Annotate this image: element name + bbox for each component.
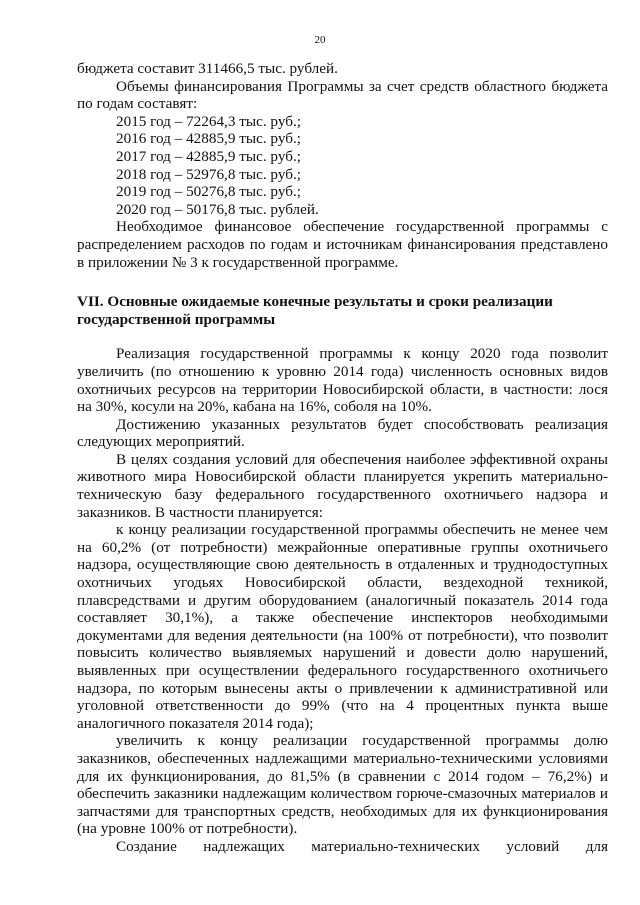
paragraph-continuation: Создание надлежащих материально-технических условий для <box>116 837 608 855</box>
paragraph-financial-support: Необходимое финансовое обеспечение государственной программы с распределением расходов по годам и источникам финансирования представлено в приложении № 3 к государственной программе. <box>77 218 608 271</box>
funding-year-item: 2016 год – 42885,9 тыс. руб.; <box>116 130 301 148</box>
section-heading-line-2: государственной программы <box>77 310 276 328</box>
paragraph-regional-funding: Объемы финансирования Программы за счет средств областного бюджета по годам составят: <box>77 77 608 113</box>
paragraph-protection-goals: В целях создания условий для обеспечения наиболее эффективной охраны животного мира Новосибирской области планируется укрепить материально-техническую базу федерального государственного охотничьего надзора и заказников. В частности планируется: <box>77 450 608 521</box>
paragraph-measures-intro: Достижению указанных результатов будет способствовать реализация следующих мероприятий. <box>77 415 608 451</box>
funding-year-item: 2018 год – 52976,8 тыс. руб.; <box>116 165 301 183</box>
paragraph-budget-total: бюджета составит 311466,5 тыс. рублей. <box>77 60 338 77</box>
paragraph-expected-results: Реализация государственной программы к концу 2020 года позволит увеличить (по отношению к уровню 2014 года) численность основных видов охотничьих ресурсов на территории Новосибирской области, в частности: лося на 30%, косули на 20%, кабана на 16%, соболя на 10%. <box>77 345 608 416</box>
section-heading-line-1: VII. Основные ожидаемые конечные результаты и сроки реализации <box>77 293 553 311</box>
paragraph-reserves: увеличить к концу реализации государственной программы долю заказников, обеспеченных надлежащими материально-техническими условиями для их функционирования, до 81,5% (в сравнении с 2014 годом – 76,2%) и обеспечить заказники надлежащим количеством горюче-смазочных материалов и запчастями для транспортных средств, необходимых для их функционирования (на уровне 100% от потребности). <box>77 732 608 838</box>
document-body <box>77 60 608 856</box>
funding-year-item: 2020 год – 50176,8 тыс. рублей. <box>116 200 319 218</box>
page-number: 20 <box>314 34 326 46</box>
funding-year-item: 2015 год – 72264,3 тыс. руб.; <box>116 112 301 130</box>
paragraph-supervision-groups: к концу реализации государственной программы обеспечить не менее чем на 60,2% (от потребности) межрайонные оперативные группы охотничьего надзора, осуществляющие свою деятельность в отдаленных и труднодоступных охотничьих угодьях Новосибирской области, вездеходной техникой, плавсредствами и другим оборудованием (аналогичный показатель 2014 года составляет 30,1%), а также обеспечение инспекторов необходимыми документами для ведения деятельности (на 100% от потребности), что позволит повысить количество выявляемых нарушений и довести долю нарушений, выявленных при осуществлении федерального государственного охотничьего надзора, по которым вынесены акты о привлечении к административной или уголовной ответственности до 99% (что на 4 процентных пункта выше аналогичного показателя 2014 года); <box>77 521 608 732</box>
funding-by-year-list <box>77 113 608 219</box>
funding-year-item: 2017 год – 42885,9 тыс. руб.; <box>116 147 301 165</box>
funding-year-item: 2019 год – 50276,8 тыс. руб.; <box>116 183 301 201</box>
